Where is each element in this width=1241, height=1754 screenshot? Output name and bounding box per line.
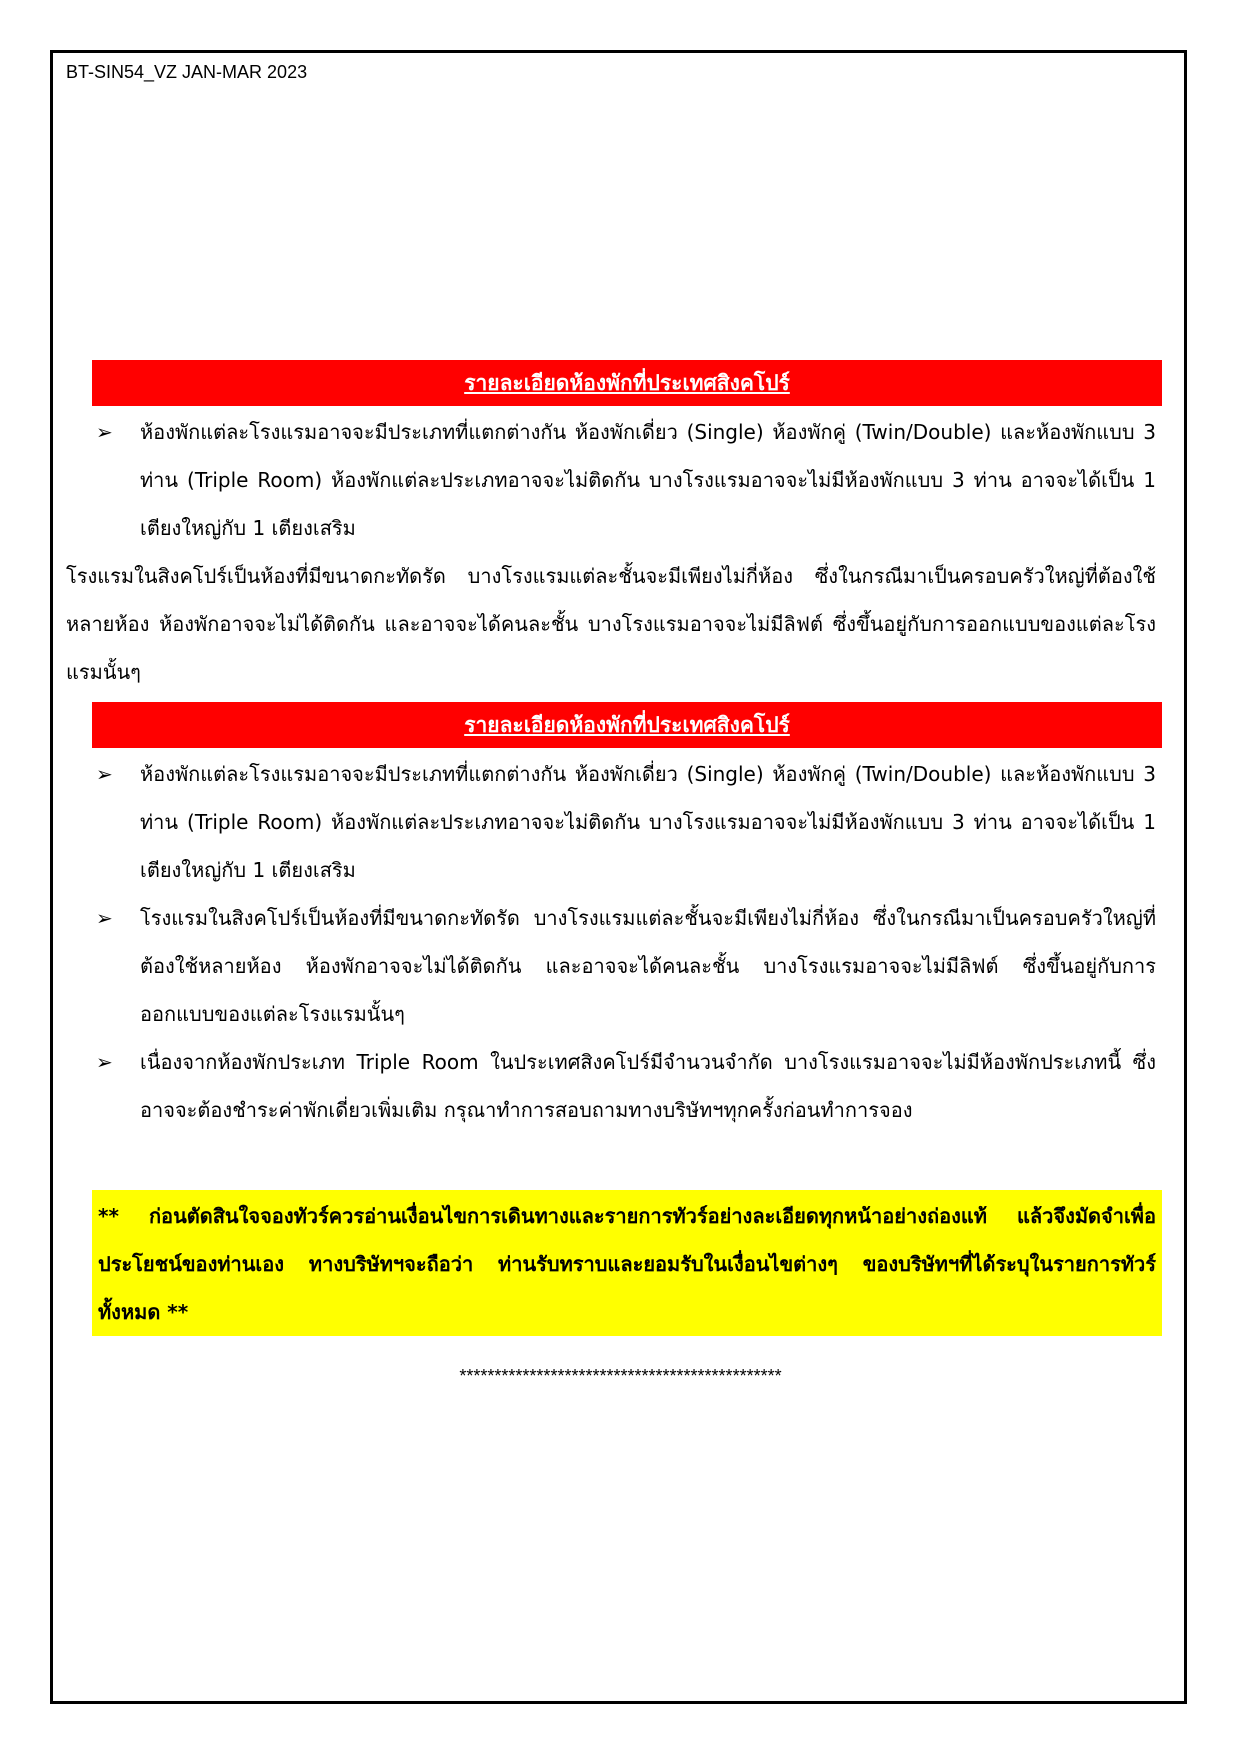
arrowhead-bullet-icon: ➢: [96, 1050, 113, 1074]
list-item-text: โรงแรมในสิงคโปร์เป็นห้องที่มีขนาดกะทัดรัด บางโรงแรมแต่ละชั้นจะมีเพียงไม่กี่ห้อง ซึ่งในกรณีมาเป็นครอบครัวใหญ่ที่ต้องใช้หลายห้อง ห้องพักอาจจะไม่ได้ติดกัน และอาจจะได้คนละชั้น บางโรงแรมอาจจะไม่มีลิฟต์ ซึ่งขึ้นอยู่กับการออกแบบของแต่ละโรงแรมนั้นๆ: [140, 906, 1156, 1026]
section-header-2: [92, 702, 1162, 748]
list-item-text: ห้องพักแต่ละโรงแรมอาจจะมีประเภทที่แตกต่างกัน ห้องพักเดี่ยว (Single) ห้องพักคู่ (Twin/Double) และห้องพักแบบ 3 ท่าน (Triple Room) ห้องพักแต่ละประเภทอาจจะไม่ติดกัน บางโรงแรมอาจจะไม่มีห้องพักแบบ 3 ท่าน อาจจะได้เป็น 1 เตียงใหญ่กับ 1 เตียงเสริม: [140, 420, 1156, 540]
list-item: [66, 894, 1156, 1038]
list-item-text: เนื่องจากห้องพักประเภท Triple Room ในประเทศสิงคโปร์มีจำนวนจำกัด บางโรงแรมอาจจะไม่มีห้องพักประเภทนี้ ซึ่งอาจจะต้องชำระค่าพักเดี่ยวเพิ่มเติม กรุณาทำการสอบถามทางบริษัทฯทุกครั้งก่อนทำการจอง: [140, 1050, 1156, 1122]
arrowhead-bullet-icon: ➢: [96, 420, 113, 444]
arrowhead-bullet-icon: ➢: [96, 906, 113, 930]
arrowhead-bullet-icon: ➢: [96, 762, 113, 786]
list-item: [66, 408, 1156, 552]
section-header-title: รายละเอียดห้องพักที่ประเทศสิงคโปร์: [464, 712, 790, 737]
section-header-1: [92, 360, 1162, 406]
footer-divider: **********************************************: [459, 1366, 782, 1386]
room-details-section-1: [66, 360, 1166, 696]
section-header-title: รายละเอียดห้องพักที่ประเทศสิงคโปร์: [464, 370, 790, 395]
booking-notice: [92, 1190, 1162, 1336]
list-item: [66, 750, 1156, 894]
list-item-text: ห้องพักแต่ละโรงแรมอาจจะมีประเภทที่แตกต่างกัน ห้องพักเดี่ยว (Single) ห้องพักคู่ (Twin/Double) และห้องพักแบบ 3 ท่าน (Triple Room) ห้องพักแต่ละประเภทอาจจะไม่ติดกัน บางโรงแรมอาจจะไม่มีห้องพักแบบ 3 ท่าน อาจจะได้เป็น 1 เตียงใหญ่กับ 1 เตียงเสริม: [140, 762, 1156, 882]
document-code: BT-SIN54_VZ JAN-MAR 2023: [66, 62, 308, 82]
list-item: [66, 1038, 1156, 1134]
room-details-section-2: [66, 702, 1166, 1134]
hotel-size-paragraph: โรงแรมในสิงคโปร์เป็นห้องที่มีขนาดกะทัดรัด บางโรงแรมแต่ละชั้นจะมีเพียงไม่กี่ห้อง ซึ่งในกรณีมาเป็นครอบครัวใหญ่ที่ต้องใช้หลายห้อง ห้องพักอาจจะไม่ได้ติดกัน และอาจจะได้คนละชั้น บางโรงแรมอาจจะไม่มีลิฟต์ ซึ่งขึ้นอยู่กับการออกแบบของแต่ละโรงแรมนั้นๆ: [66, 564, 1156, 684]
booking-notice-text: ** ก่อนตัดสินใจจองทัวร์ควรอ่านเงื่อนไขการเดินทางและรายการทัวร์อย่างละเอียดทุกหน้าอย่างถ่องแท้ แล้วจึงมัดจำเพื่อประโยชน์ของท่านเอง ทางบริษัทฯจะถือว่า ท่านรับทราบและยอมรับในเงื่อนไขต่างๆ ของบริษัทฯที่ได้ระบุในรายการทัวร์ทั้งหมด **: [98, 1204, 1156, 1324]
